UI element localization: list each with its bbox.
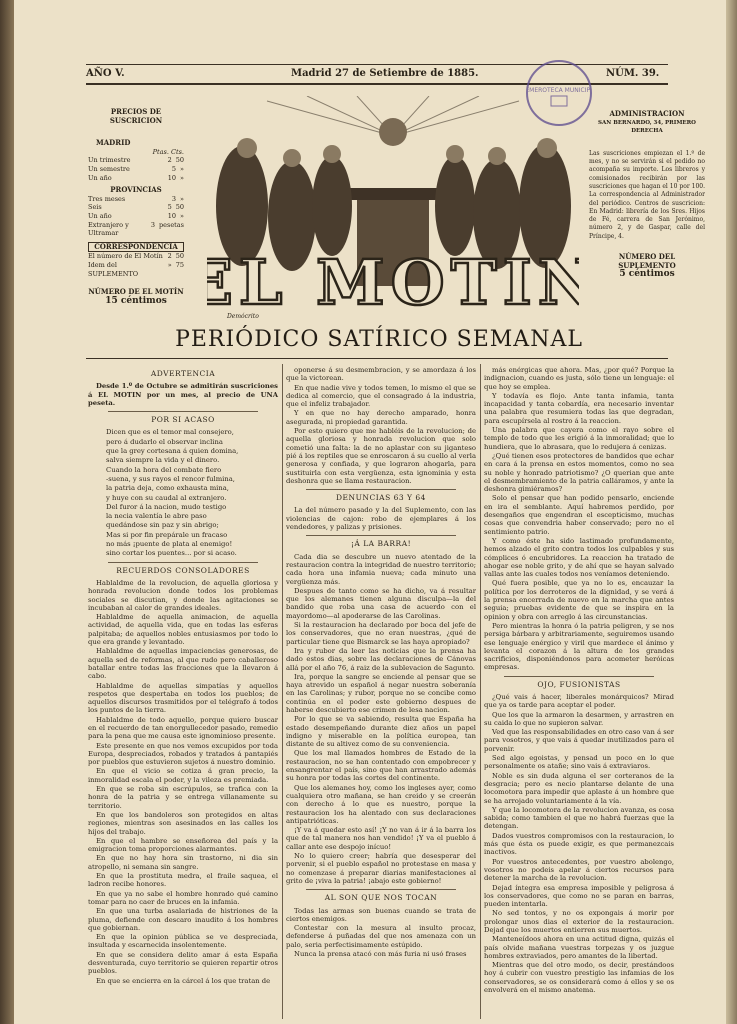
- paragraph: En que una turba asalariada de histriones de la pluma, defiende con descaro inaudito á los hombres que gobiernan.: [88, 907, 278, 932]
- madrid-price-list: [88, 156, 184, 182]
- paragraph: Por lo que se va sabiendo, resulta que España ha estado desempeñando durante diez años un papel indigno y miserable en la política europea, tan distante de su altivez como de su conveniencia.: [286, 715, 476, 749]
- denuncias-text: La del número pasado y la del Suplemento, con las violencias de cajon: robo de ejemplares á los vendedores, y palizas y prisiones.: [286, 506, 476, 532]
- column-divider-1: [282, 364, 283, 1019]
- price-value: [168, 261, 184, 278]
- price-value: [172, 195, 184, 204]
- paragraph: Manteneídoos ahora en una actitud digna, quizás el país olvide mañana vuestras torpezas y os juzgue hombres extraviados, pero amantes de la libertad.: [484, 935, 674, 960]
- masthead-engraving: [207, 96, 579, 321]
- price-label: Seis: [88, 203, 102, 212]
- price-row: [88, 212, 184, 221]
- separator: [108, 411, 258, 412]
- paragraph: Todas las armas son buenas cuando se trata de ciertos enemigos.: [286, 906, 476, 923]
- price-row: [88, 252, 184, 261]
- paragraph: Hablaldme de aquellas impaciencias generosas, de aquella sed de reformas, al que rudo pero caballeroso batallar entre todas las fracciones que la llevaron á cabo.: [88, 647, 278, 681]
- correspondencia-price-list: [88, 252, 184, 278]
- paragraph: Que los que la armaron la desarmen, y arrastren en su caida lo que no supieron salvar.: [484, 710, 674, 727]
- price-cents: »: [180, 211, 184, 220]
- madrid-heading: MADRID: [96, 138, 131, 148]
- paragraph: Nunca la prensa atacó con más furia ni usó frases: [294, 950, 467, 958]
- price-cents: 50: [175, 252, 184, 261]
- paragraph: Este presente en que nos vemos excupidos por toda Europa, despreciados, robados y tratados á pantapiés por pueblos que estuvieron sujetos á nuestro dominio.: [88, 741, 278, 767]
- price-pesetas: 3: [150, 220, 155, 229]
- price-cents: pesetas: [158, 220, 184, 229]
- paragraph: Por esto quiero que me habléis de la revolucion; de aquella gloriosa y honrada revolucion que solo cometió una falta: la de no aplastar con su jiganteso pié á los reptiles que se enroscaron á su cuello al verla generosa y confiada, y que lograron ahogarla, para sustituirla con esta vergüenza, esta ignominia y esta deshonra que se llama restauracion.: [286, 427, 476, 485]
- suplemento-price: 5 céntimos: [619, 269, 675, 280]
- book-spine: [0, 0, 14, 1024]
- issue-date: Madrid 27 de Setiembre de 1885.: [291, 68, 479, 79]
- price-row: [88, 174, 184, 183]
- paragraph: En que el hambre se enseñorea del país y la emigracion toma proporciones alarmantes.: [88, 836, 278, 854]
- price-pesetas: 10: [167, 173, 177, 182]
- paragraph: ¿Qué tienen esos protectores de bandidos que echar en cara á la prensa en estos momentos, como no sea su noble y honrado patriotismo? ¿O querian que ante el desmembramiento de la patria calláramos, y ante la deshonra gimiéramos?: [484, 451, 674, 494]
- price-cents: »: [180, 173, 184, 182]
- numero-label: NÚMERO DE EL MOTÍN: [88, 287, 184, 297]
- paragraph: Solo el pensar que han podido pensarlo, enciende en ira el semblante. Aquí habremos perdido, por desengaños que engendran el escepticismo, muchas cosas que convendria haber conservado; pero no el sentimiento patrio.: [484, 494, 674, 536]
- paragraph: Ira y rubor da leer las noticias que la prensa ha dado estos dias, sobre las declaraciones de Cánovas allá por el año 76, á raiz de la sublevacion de Sagunto.: [286, 646, 476, 672]
- paragraph: ¡Y va á quedar esto así! ¡Y no van á ir á la barra los que de tal manera nos han vendido! ¡Y va el pueblo á callar ante ese despojo inícuo!: [286, 826, 476, 851]
- price-pesetas: 5: [167, 203, 172, 212]
- paragraph: Despues de tanto como se ha dicho, va á resultar que los alemanes tienen alguna disculpa—la del bandido que roba una casa de acuerdo con el mayordomo—al apoderarse de las Carolinas.: [286, 586, 476, 620]
- paragraph: En que se considera delito amar á esta España desventurada, cuyo territorio se quieren repartir otros pueblos.: [88, 950, 278, 976]
- price-pesetas: »: [167, 260, 172, 269]
- provincias-heading: PROVINCIAS: [110, 185, 162, 195]
- subtitle-rule: [86, 358, 668, 359]
- poem: [88, 428, 278, 557]
- price-pesetas: 10: [167, 211, 177, 220]
- paragraph: Hablaldme de aquellas simpatías y aquellos respetos que despertaba en todos los pueblos; de aquellos discursos trasmitidos por el telégrafo á todos los puntos de la tierra.: [88, 681, 278, 715]
- paragraph: Y que la locomotora de la revolucion avanza, es cosa sabida; como tambien el que no habrá fuerzas que la detengan.: [484, 805, 674, 831]
- price-value: [168, 252, 184, 261]
- advertencia-text: Desde 1.º de Octubre se admitirán suscriciones á EL MOTIN por un mes, al precio de UNA peseta.: [88, 382, 278, 407]
- paragraph: más enérgicas que ahora. Mas, ¿por qué? Porque la indignacion, cuando es justa, sólo tiene un lenguaje: el que hoy se emplea.: [484, 366, 674, 391]
- price-cents: »: [180, 164, 184, 173]
- paragraph: Contestar con la mesura al insulto procaz, defenderse á puñadas del que nos amenaza con un palo, seria perfectisimamente estúpido.: [286, 924, 476, 949]
- correspondencia-heading: CORRESPONDENCIA: [88, 242, 184, 253]
- price-value: [168, 203, 184, 212]
- provincias-price-list: [88, 195, 184, 238]
- separator: [108, 562, 258, 563]
- a-la-barra-body: [286, 553, 476, 886]
- paragraph: Hablaldme de todo aquello, porque quiero buscar en el recuerdo de tan enorgullecedor pasado, remedio para la pena que me causa este ignominioso presente.: [88, 715, 278, 741]
- paragraph: quedándose sin paz y sin abrigo;: [106, 521, 219, 530]
- paragraph: Por vuestros antecedentes, por vuestro abolengo, vosotros no podeis apelar á ciertos recursos para detener la marcha de la revolucion.: [484, 857, 674, 883]
- al-son-continued: [484, 366, 674, 672]
- paragraph: ¿Qué vais á hacer, liberales monárquicos? Mirad que ya os tarde para aceptar el poder.: [484, 692, 674, 710]
- paragraph: Dejad íntegra esa empresa imposible y peligrosa á los conservadores, que como no se paran en barras, pueden intentarla.: [484, 883, 674, 909]
- price-cents: 75: [175, 260, 184, 269]
- paragraph: En que el vicio se cotiza á gran precio, la inmoralidad escala el poder, y la vileza es premiada.: [88, 767, 278, 784]
- al-son-heading: AL SON QUE NOS TOCAN: [324, 893, 438, 903]
- paragraph: Hablaldme de aquella animacion, de aquella actividad, de aquella vida, que en todas las esferas palpitaba; de aquellos nobles entusiasmos por todo lo que era grande y levantado.: [88, 613, 278, 647]
- paragraph: Hablaldme de la revolucion, de aquella gloriosa y honrada revolucion donde todos los problemas sociales se discutian, y donde las agitaciones se incubaban al calor de grandes ideales.: [88, 578, 278, 612]
- price-pesetas: 2: [167, 252, 172, 261]
- separator: [306, 535, 456, 536]
- recuerdos-continued: [286, 366, 476, 485]
- admin-text: Las suscriciones empiezan el 1.º de mes, y no se servirán si el pedido no acompaña su importe. Los libreros y comisionados recibirán por las suscriciones que hagan el 10 por 100. La correspondencia al Administrador del periódico. Centros de suscricion: En Madrid: librería de los Sres. Hijos de Fé, carrera de San Jerónimo, número 2, y de Gaspar, calle del Príncipe, 4.: [589, 149, 705, 240]
- column-divider-2: [480, 364, 481, 1019]
- paragraph: pero á dudarlo el observar inclina: [106, 437, 223, 446]
- price-units: Ptas. Cts.: [152, 147, 184, 156]
- paragraph: Ira, porque la sangre se enciende al pensar que se haya atrevido un español á negar nuestra soberanía en las Carolinas; y rubor, porque no se concibe como continúa en el poder este gobierno despues de haberse descubierto ese crimen de lesa nacion.: [286, 672, 476, 714]
- paragraph: Que los alemanes hoy, como los ingleses ayer, como cualquiera otro mañana, se han creido y se creerán con derecho á lo que es nuestro, porque la restauracion los ha alentado con sus declaraciones antipatrióticas.: [286, 783, 476, 825]
- price-value: [172, 165, 184, 174]
- issue-year: AÑO V.: [86, 68, 125, 79]
- paragraph: En que la prostituta medra, el fraile saquea, el ladron recibe honores.: [88, 872, 278, 889]
- a-la-barra-heading: ¡Á LA BARRA!: [350, 539, 412, 549]
- paragraph: oponerse á su desmembracion, y se amordaza á los que la victorean.: [286, 366, 476, 383]
- paragraph: No sed tontos, y no os expongais á morir por prolongar unos dias el exterior de la restauracion. Dejad que los muertos entierren sus muertos.: [484, 909, 674, 934]
- recuerdos-heading: RECUERDOS CONSOLADORES: [116, 565, 250, 575]
- prices-title: PRECIOS DE SUSCRICION: [109, 107, 163, 125]
- separator: [306, 889, 456, 890]
- advertencia-heading: ADVERTENCIA: [150, 369, 216, 378]
- price-label: Un semestre: [88, 164, 130, 173]
- column-1: [88, 366, 278, 986]
- price-pesetas: 2: [167, 156, 172, 165]
- price-row: [88, 156, 184, 165]
- paragraph: Sed algo egoistas, y pensad un poco en lo que personalmente os atañe; sino vais á extraviaros.: [484, 754, 674, 771]
- paragraph: En que ya no sabe el hombre honrado qué camino tomar para no caer de bruces en la infamia.: [88, 889, 278, 906]
- price-cents: 50: [175, 203, 184, 212]
- paragraph: Dados vuestros compromisos con la restauracion, lo más que ésta os puede exigir, es que permanezcais inactivos.: [484, 831, 674, 857]
- paragraph: Mas si por fin prepárale un fracaso: [106, 530, 228, 539]
- paragraph: salva siempre la vida y el dinero.: [106, 456, 220, 465]
- recuerdos-body: [88, 579, 278, 985]
- paragraph: no más ¡puente de plata al enemigo!: [106, 540, 233, 549]
- paragraph: Y como éste ha sido lastimado profundamente, hemos alzado el grito contra todos los culpables y sus cómplices ó encubridores. La reaccion ha tratado de ahogar ese noble grito, y de ahí que se hayan salvado vallas ante las cuales todos nos veníamos deteniendo.: [484, 536, 674, 579]
- price-value: [168, 212, 184, 221]
- paragraph: En que se roba sin escrúpulos, se trafica con la honra de la patria y se entrega villanamente su territorio.: [88, 785, 278, 810]
- price-label: Un año: [88, 173, 112, 182]
- price-pesetas: 5: [171, 164, 177, 173]
- paragraph: Noble es sin duda alguna el ser corteranos de la desgracia; pero es necio plantarse delante de una locomotora para impedir que aplaste á un hombre que se ha arrojado voluntariamente á la vía.: [484, 771, 674, 805]
- paragraph: Del furor á la nacion, mudo testigo: [106, 502, 227, 511]
- paragraph: -suena, y sus rayos el rencor fulmina,: [106, 474, 235, 483]
- paragraph: Cuando la hora del combate fiero: [106, 465, 222, 474]
- paragraph: la patria deja, como exhausta mina,: [106, 484, 229, 493]
- stamp-text: MEROTECA MUNICIP: [529, 87, 590, 94]
- paragraph: En que nadie vive y todos temen, lo mismo el que se dedica al comercio, que el consagrado á la industria, que el infeliz trabajador.: [286, 383, 476, 409]
- price-row: [88, 165, 184, 174]
- price-cents: 50: [175, 156, 184, 165]
- numero-price: 15 céntimos: [105, 295, 167, 306]
- page-edge: [726, 0, 737, 1024]
- paragraph: y huye con su caudal al extranjero.: [106, 493, 227, 502]
- paragraph: Si la restauracion ha declarado por boca del jefe de los conservadores, que no eran nuestras, ¿qué de particular tiene que Bismarck se las haya apropiado?: [286, 621, 476, 646]
- admin-title: ADMINISTRACION: [609, 109, 685, 118]
- price-row: [88, 195, 184, 204]
- por-si-acaso-heading: POR SI ACASO: [151, 415, 215, 425]
- price-label: Idem del SUPLEMENTO: [88, 260, 139, 278]
- paragraph: Mientras que del otro modo, os decir, prestándoos hoy á cubrir con vuestro prestigio las infamias de los conservadores, se os considerará como á ellos y se os envolverá en el mismo anatema.: [484, 961, 674, 995]
- masthead-illustration: [207, 96, 579, 321]
- separator: [504, 676, 654, 677]
- price-label: El número de El Motín: [88, 252, 163, 261]
- paragraph: sino cortar los puentes... por si acaso.: [106, 549, 237, 558]
- price-cents: »: [180, 194, 184, 203]
- price-row: [88, 221, 184, 238]
- paragraph: que la grey cortesana á quien domina,: [106, 447, 239, 456]
- column-2: [286, 366, 476, 959]
- suplemento-label: NÚMERO DEL SUPLEMENTO: [618, 252, 676, 270]
- paragraph: En que la opinion pública se ve despreciada, insultada y escarnecida insolentemente.: [88, 933, 278, 950]
- paragraph: Qué fuera posible, que ya no lo es, encauzar la política por los derroteros de la dignidad, y se verá á la prensa encerrada de nuevo en la marcha que antes seguia; pruebas evidente de que se inspira en la opinion y obra con arreglo á las circunstancias.: [484, 579, 674, 621]
- paragraph: Cada dia se descubre un nuevo atentado de la restauracion contra la integridad de nuestro territorio; cada hora una infamia nueva; cada minuto una vergüenza más.: [286, 552, 476, 586]
- paragraph: Una palabra que cayera como el rayo sobre el templo de todo que les erigió á la inmoralidad; que lo hundiera, que lo abrasara, que lo redujera á cenizas.: [484, 426, 674, 451]
- paragraph: Y en que no hay derecho amparado, honra asegurada, ni propiedad garantida.: [286, 409, 476, 426]
- price-row: [88, 203, 184, 212]
- price-value: [168, 174, 184, 183]
- denuncias-heading: DENUNCIAS 63 Y 64: [336, 493, 426, 503]
- ojo-fusionistas-heading: OJO, FUSIONISTAS: [537, 679, 621, 689]
- separator: [306, 489, 456, 490]
- price-value: [168, 156, 184, 165]
- al-son-body: [286, 907, 476, 959]
- issue-number: NÚM. 39.: [606, 68, 660, 79]
- price-pesetas: 3: [171, 194, 177, 203]
- paragraph: Dicen que es el temor mal consejero,: [106, 428, 234, 437]
- paragraph: Pero mientras la honra ó la patria peligren, y se nos persiga bárbara y arbitrariamente, seguiremos usando ese lenguaje enérgico y viril que mardece el ánimo y levanta el corazon á la altura de los grandes sacrificios, disponiéndonos para acometer heróicas empresas.: [484, 621, 674, 672]
- paragraph: Y todavía es flojo. Ante tanta infamia, tanta incapacidad y tanta cobardía, era necesario inventar una palabra que resumiera todas las que degradan, para escupírsela al rostro á la reaccion.: [484, 391, 674, 425]
- price-label: Un año: [88, 211, 112, 220]
- price-label: Extranjero y Ultramar: [88, 220, 129, 238]
- price-value: [151, 221, 184, 238]
- paragraph: En que se encierra en la cárcel á los que tratan de: [96, 976, 271, 985]
- price-box: [88, 108, 184, 305]
- newspaper-page: [14, 0, 726, 1024]
- paragraph: No lo quiero creer; habría que desesperar del porvenir, si el pueblo español no protestase en masa y no comenzase á preparar diarias manifestaciones al grito de ¡viva la patria! ¡abajo este gobierno!: [286, 852, 476, 885]
- paragraph: Que los mal llamados hombres de Estado de la restauracion, no se han contentado con empobrecer y ensangrentar el país, sino que han arrastrado además su honra por todas las cortes del continente.: [286, 749, 476, 783]
- column-3: [484, 366, 674, 995]
- paragraph: la necia valentía le abre paso: [106, 512, 207, 521]
- masthead-artist: Demócrito: [227, 313, 259, 320]
- paragraph: Ved que las responsabilidades en otro caso van á ser para vosotros, y que vais á quedar inutilizados para el porvenir.: [484, 728, 674, 753]
- price-label: Un trimestre: [88, 156, 131, 165]
- admin-address: SAN BERNARDO, 34, PRIMERO DERECHA: [598, 119, 696, 135]
- paragraph: En que los bandoleros son protegidos en altas regiones, mientras son asesinados en las calles los hijos del trabajo.: [88, 810, 278, 836]
- admin-box: [589, 110, 705, 279]
- price-row: [88, 261, 184, 278]
- masthead-title: EL MOTIN: [207, 246, 579, 319]
- periodical-subtitle: PERIÓDICO SATÍRICO SEMANAL: [175, 327, 583, 352]
- paragraph: En que no hay hora sin trastorno, ni dia sin atropello, ni semana sin sangre.: [88, 854, 278, 871]
- price-label: Tres meses: [88, 194, 126, 203]
- ojo-fusionistas-body: [484, 693, 674, 994]
